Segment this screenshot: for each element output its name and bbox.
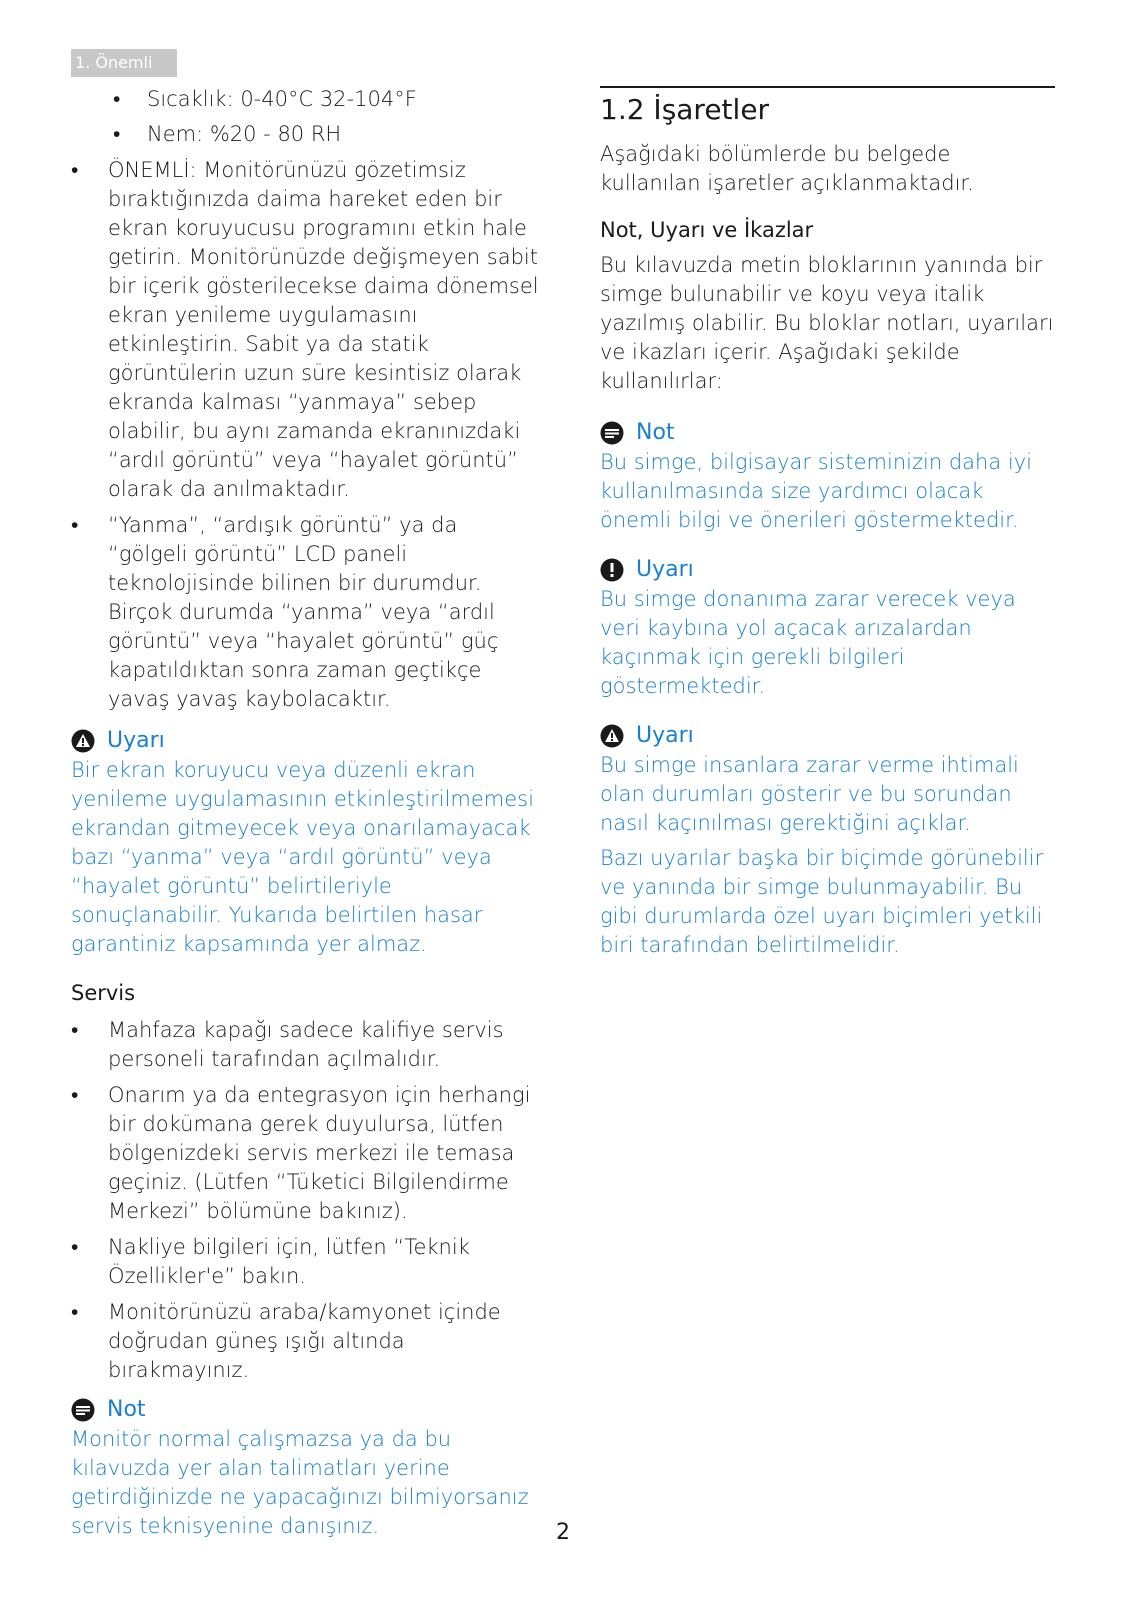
note-heading [71, 1395, 541, 1425]
body-text: Bu kılavuzda metin bloklarının yanında bir simge bulunabilir ve koyu veya italik yazılmış olabilir. Bu bloklar notları, uyarıları ve ikazları içerir. Aşağıdaki şekilde kullanılırlar: [600, 253, 1054, 393]
right-column [600, 86, 1055, 960]
intro-text: Aşağıdaki bölümlerde bu belgede kullanılan işaretler açıklanmaktadır. [600, 142, 974, 195]
spec-list [71, 85, 541, 149]
subheading: Not, Uyarı ve İkazlar [600, 218, 814, 242]
warning-text: Bir ekran koruyucu veya düzenli ekran yenileme uygulamasının etkinleştirilmemesi ekrandan gitmeyecek veya onarılamayacak bazı “yanma” veya “ardıl görüntü” veya “hayalet görüntü” belirtileriyle sonuçlanabilir. Yukarıda belirtilen hasar garantiniz kapsamında yer almaz. [71, 758, 534, 956]
warning-triangle-icon [71, 729, 95, 753]
list-item: • Monitörünüzü araba/kamyonet içinde doğrudan güneş ışığı altında bırakmayınız. [71, 1298, 541, 1385]
note-icon [600, 421, 624, 445]
list-item: • Nem: %20 - 80 RH [71, 120, 541, 149]
caution-text: Bu simge donanıma zarar verecek veya veri kaybına yol açacak arızalardan kaçınmak için gerekli bilgileri göstermektedir. [600, 587, 1016, 698]
list-item: • Mahfaza kapağı sadece kalifiye servis personeli tarafından açılmalıdır. [71, 1016, 541, 1074]
important-list [71, 156, 541, 714]
warning-heading [600, 721, 1055, 751]
note-title: Not [636, 420, 675, 445]
list-item: • “Yanma”, “ardışık görüntü” ya da “gölgeli görüntü” LCD paneli teknolojisinde bilinen bir durumdur. Birçok durumda “yanma” veya “ardıl görüntü” veya “hayalet görüntü” güç kapatıldıktan sonra zaman geçtikçe yavaş yavaş kaybolacaktır. [71, 511, 541, 714]
caution-title: Uyarı [636, 557, 694, 582]
list-item: • Sıcaklık: 0-40°C 32-104°F [71, 85, 541, 114]
extra-warning-text: Bazı uyarılar başka bir biçimde görünebilir ve yanında bir simge bulunmayabilir. Bu gibi durumlarda özel uyarı biçimleri yetkili biri tarafından belirtilmelidir. [600, 846, 1044, 957]
note-text: Bu simge, bilgisayar sisteminizin daha iyi kullanılmasında size yardımcı olacak önemli bilgi ve önerileri göstermektedir. [600, 450, 1032, 532]
page-number: 2 [556, 1520, 570, 1545]
list-item: • Onarım ya da entegrasyon için herhangi bir dokümana gerek duyulursa, lütfen bölgenizdeki servis merkezi ile temasa geçiniz. (Lütfen “Tüketici Bilgilendirme Merkezi” bölümüne bakınız). [71, 1081, 541, 1226]
note-title: Not [107, 1397, 146, 1422]
service-list [71, 1016, 541, 1385]
warning-text: Bu simge insanlara zarar verme ihtimali olan durumları gösterir ve bu sorundan nasıl kaçınılması gerektiğini açıklar. [600, 753, 1019, 835]
note-icon [71, 1398, 95, 1422]
warning-triangle-icon [600, 724, 624, 748]
section-title: 1.2 İşaretler [600, 86, 1055, 128]
exclamation-icon [600, 558, 624, 582]
warning-heading [71, 726, 541, 756]
header-tab: 1. Önemli [71, 49, 177, 77]
list-item: • ÖNEMLİ: Monitörünüzü gözetimsiz bıraktığınızda daima hareket eden bir ekran koruyucusu programını etkin hale getirin. Monitörünüzde değişmeyen sabit bir içerik gösterilecekse daima dönemsel ekran yenileme uygulamasını etkinleştirin. Sabit ya da statik görüntülerin uzun süre kesintisiz olarak ekranda kalması “yanmaya” sebep olabilir, bu aynı zamanda ekranınızdaki “ardıl görüntü” veya “hayalet görüntü” olarak da anılmaktadır. [71, 156, 541, 504]
caution-heading [600, 555, 1055, 585]
left-column [71, 85, 541, 1541]
list-item: • Nakliye bilgileri için, lütfen “Teknik Özellikler'e” bakın. [71, 1233, 541, 1291]
service-heading: Servis [71, 981, 136, 1005]
note-heading [600, 418, 1055, 448]
note-text: Monitör normal çalışmazsa ya da bu kılavuzda yer alan talimatları yerine getirdiğinizde ne yapacağınızı bilmiyorsanız servis teknisyenine danışınız. [71, 1427, 529, 1538]
warning-title: Uyarı [107, 728, 165, 753]
warning-title: Uyarı [636, 723, 694, 748]
